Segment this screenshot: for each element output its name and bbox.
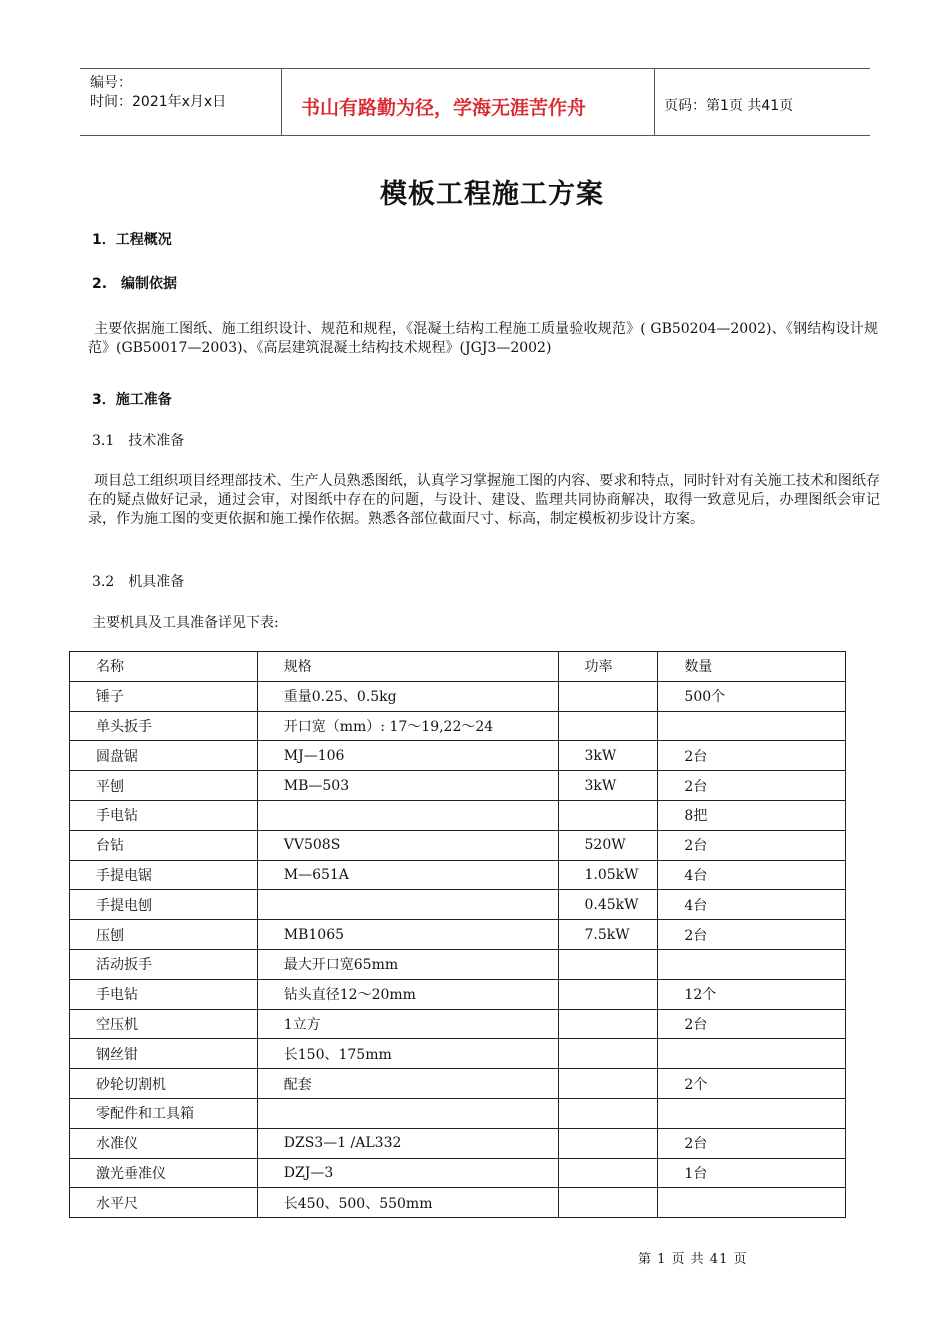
table-row — [70, 711, 846, 741]
header-motto: 书山有路勤为径，学海无涯苦作舟 — [301, 97, 587, 119]
cell-name: 手提电刨 — [70, 890, 258, 920]
table-row — [70, 1069, 846, 1099]
table-row — [70, 681, 846, 711]
cell-name: 活动扳手 — [70, 949, 258, 979]
cell-quantity — [658, 1039, 846, 1069]
cell-spec: 钻头直径12～20mm — [257, 979, 558, 1009]
cell-quantity: 12个 — [658, 979, 846, 1009]
cell-name: 零配件和工具箱 — [70, 1098, 258, 1128]
cell-name: 空压机 — [70, 1009, 258, 1039]
table-row — [70, 890, 846, 920]
cell-quantity: 2个 — [658, 1069, 846, 1099]
section-3-1-body — [88, 472, 880, 529]
cell-quantity — [658, 949, 846, 979]
header-number-label: 编号： — [90, 75, 132, 91]
section-3-1-body-text: 项目总工组织项目经理部技术、生产人员熟悉图纸，认真学习掌握施工图的内容、要求和特点，同时针对有关施工技术和图纸存在的疑点做好记录，通过会审，对图纸中存在的问题，与设计、建设、监理共同协商解决，取得一致意见后，办理图纸会审记录，作为施工图的变更依据和施工操作依据。熟悉各部位截面尺寸、标高，制定模板初步设计方案。 — [88, 473, 880, 527]
cell-power — [558, 949, 658, 979]
table-row — [70, 949, 846, 979]
cell-quantity — [658, 1098, 846, 1128]
table-row — [70, 1158, 846, 1188]
section-2-body-text: 主要依据施工图纸、施工组织设计、规范和规程，《混凝土结构工程施工质量验收规范》( GB50204—2002)、《钢结构设计规范》(GB50017—2003)、《高层建筑混凝土结构技术规程》(JGJ3—2002) — [88, 321, 878, 356]
table-row — [70, 860, 846, 890]
header-bottom-rule — [80, 135, 870, 136]
section-3-1-heading: 3.1 技术准备 — [92, 433, 185, 449]
equipment-table-body — [70, 652, 846, 1218]
cell-power — [558, 1069, 658, 1099]
table-row — [70, 979, 846, 1009]
cell-spec — [257, 800, 558, 830]
table-row — [70, 1188, 846, 1218]
cell-spec: MJ—106 — [257, 741, 558, 771]
cell-power: 0.45kW — [558, 890, 658, 920]
cell-power: 3kW — [558, 771, 658, 801]
table-row — [70, 1128, 846, 1158]
cell-power — [558, 1158, 658, 1188]
cell-quantity: 2台 — [658, 920, 846, 950]
cell-quantity: 4台 — [658, 860, 846, 890]
footer-page-number: 第 1 页 共 41 页 — [638, 1252, 748, 1267]
cell-name: 手电钻 — [70, 979, 258, 1009]
cell-spec: DZS3—1 /AL332 — [257, 1128, 558, 1158]
cell-quantity: 4台 — [658, 890, 846, 920]
equipment-table — [69, 651, 846, 1218]
header-date: 时间：2021年x月x日 — [90, 94, 227, 110]
cell-name: 水平尺 — [70, 1188, 258, 1218]
cell-spec: 重量0.25、0.5kg — [257, 681, 558, 711]
cell-spec: M—651A — [257, 860, 558, 890]
cell-quantity: 8把 — [658, 800, 846, 830]
cell-quantity — [658, 1188, 846, 1218]
cell-power — [558, 800, 658, 830]
table-row — [70, 741, 846, 771]
header-divider-right — [654, 68, 655, 135]
table-row — [70, 830, 846, 860]
section-3-heading: 3．施工准备 — [92, 392, 172, 408]
cell-power — [558, 979, 658, 1009]
cell-name: 手提电锯 — [70, 860, 258, 890]
cell-quantity: 2台 — [658, 1128, 846, 1158]
cell-power: 520W — [558, 830, 658, 860]
cell-power: 3kW — [558, 741, 658, 771]
cell-quantity: 2台 — [658, 830, 846, 860]
cell-quantity — [658, 711, 846, 741]
cell-power: 7.5kW — [558, 920, 658, 950]
cell-name: 圆盘锯 — [70, 741, 258, 771]
cell-name: 钢丝钳 — [70, 1039, 258, 1069]
header-cell-spec: 规格 — [257, 652, 558, 682]
cell-quantity: 2台 — [658, 771, 846, 801]
cell-spec: 开口宽（mm）: 17～19,22～24 — [257, 711, 558, 741]
cell-name: 台钻 — [70, 830, 258, 860]
cell-spec: 长450、500、550mm — [257, 1188, 558, 1218]
header-page-number: 页码：第1页 共41页 — [664, 98, 794, 114]
section-3-2-heading: 3.2 机具准备 — [92, 574, 185, 590]
cell-name: 单头扳手 — [70, 711, 258, 741]
cell-name: 手电钻 — [70, 800, 258, 830]
section-2-body — [88, 320, 878, 358]
cell-spec: 最大开口宽65mm — [257, 949, 558, 979]
cell-quantity: 500个 — [658, 681, 846, 711]
table-row — [70, 771, 846, 801]
cell-quantity: 2台 — [658, 741, 846, 771]
page-title: 模板工程施工方案 — [380, 179, 604, 210]
cell-spec: 长150、175mm — [257, 1039, 558, 1069]
header-cell-quantity: 数量 — [658, 652, 846, 682]
cell-spec: 1立方 — [257, 1009, 558, 1039]
cell-power — [558, 1098, 658, 1128]
table-row — [70, 1098, 846, 1128]
table-row — [70, 920, 846, 950]
cell-name: 锤子 — [70, 681, 258, 711]
cell-name: 平刨 — [70, 771, 258, 801]
cell-name: 压刨 — [70, 920, 258, 950]
cell-quantity: 2台 — [658, 1009, 846, 1039]
cell-power — [558, 1039, 658, 1069]
header-divider-left — [281, 68, 282, 135]
cell-power — [558, 711, 658, 741]
section-2-heading: 2. 编制依据 — [92, 276, 178, 292]
section-1-heading: 1．工程概况 — [92, 232, 172, 248]
cell-spec: MB1065 — [257, 920, 558, 950]
table-row — [70, 1039, 846, 1069]
cell-quantity: 1台 — [658, 1158, 846, 1188]
header-cell-power: 功率 — [558, 652, 658, 682]
cell-spec: DZJ—3 — [257, 1158, 558, 1188]
cell-power — [558, 1009, 658, 1039]
table-row — [70, 1009, 846, 1039]
cell-spec: MB—503 — [257, 771, 558, 801]
table-header-row — [70, 652, 846, 682]
cell-spec: 配套 — [257, 1069, 558, 1099]
table-intro: 主要机具及工具准备详见下表: — [92, 615, 279, 631]
cell-power: 1.05kW — [558, 860, 658, 890]
table-row — [70, 800, 846, 830]
cell-power — [558, 1128, 658, 1158]
cell-power — [558, 681, 658, 711]
cell-name: 水准仪 — [70, 1128, 258, 1158]
header-top-rule — [80, 68, 870, 69]
cell-spec — [257, 1098, 558, 1128]
cell-power — [558, 1188, 658, 1218]
cell-spec: VV508S — [257, 830, 558, 860]
cell-name: 激光垂准仪 — [70, 1158, 258, 1188]
cell-spec — [257, 890, 558, 920]
cell-name: 砂轮切割机 — [70, 1069, 258, 1099]
header-cell-name: 名称 — [70, 652, 258, 682]
